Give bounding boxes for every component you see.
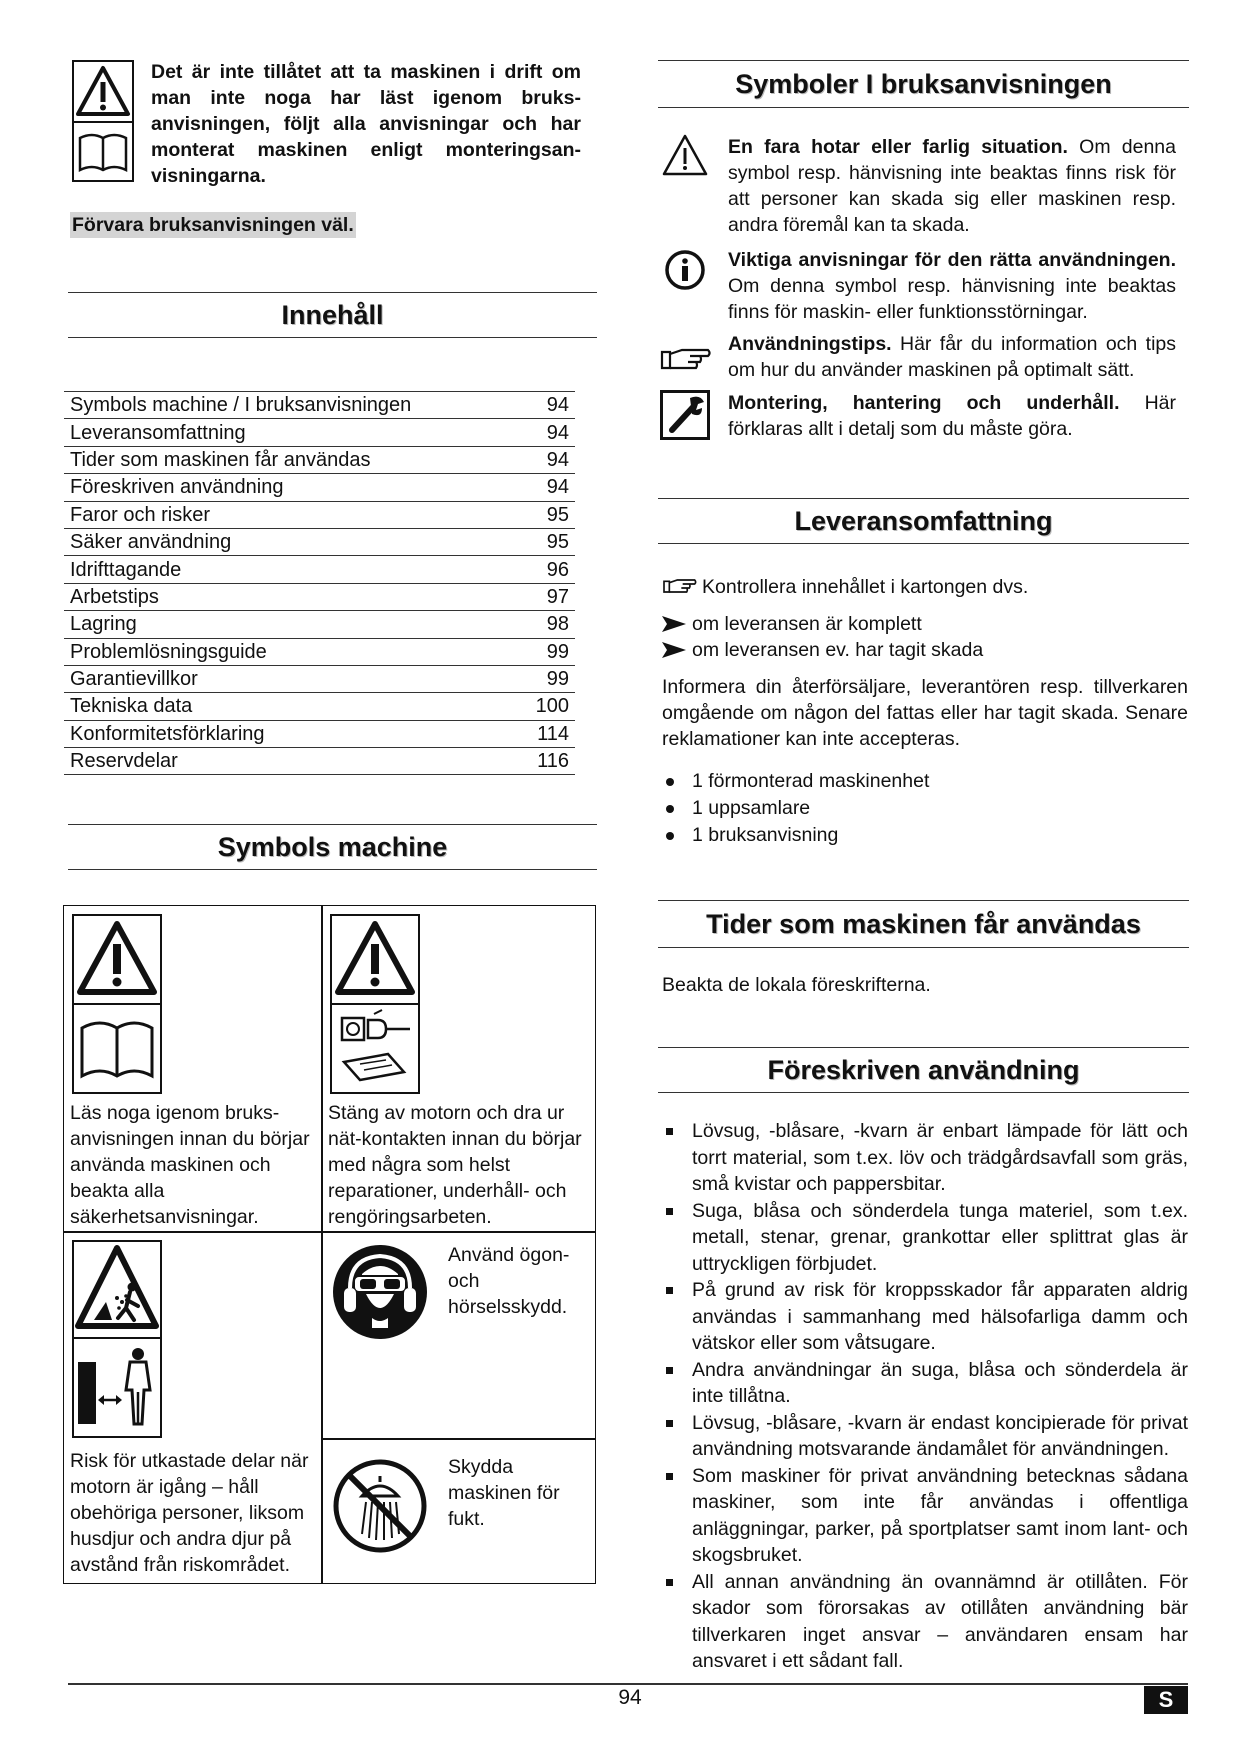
- times-text: Beakta de lokala föreskrifterna.: [662, 974, 931, 996]
- contents-item-page: 95: [517, 501, 575, 528]
- symbols-machine-heading: Symbols machine: [68, 824, 597, 870]
- danger-text: Om denna symbol resp. hänvisning inte beaktas finns risk för att personer kan skada sig eller maskinen resp. andra föremål kan ta skada.: [728, 136, 1177, 236]
- delivery-arrow-2: om leveransen ev. har tagit skada: [692, 639, 984, 661]
- contents-item-page: 94: [517, 446, 575, 473]
- info-text: Om denna symbol resp. hänvisning inte beaktas finns för maskin- eller funktionsstörningar.: [728, 275, 1176, 323]
- contents-item-label: Lagring: [64, 611, 517, 638]
- warning-read-manual-icon: [72, 60, 134, 182]
- contents-row: [64, 501, 575, 528]
- arrow-bullet-icon: [662, 641, 686, 664]
- contents-table: [64, 391, 575, 775]
- contents-item-page: 98: [517, 611, 575, 638]
- contents-item-label: Problemlösningsguide: [64, 638, 517, 665]
- contents-row: [64, 748, 575, 775]
- pointing-hand-small-icon: [662, 576, 698, 601]
- pointing-hand-icon: [660, 344, 712, 379]
- contents-row: [64, 693, 575, 720]
- contents-item-page: 114: [517, 720, 575, 747]
- contents-row: [64, 665, 575, 692]
- no-moisture-icon: [332, 1458, 428, 1559]
- contents-item-label: Arbetstips: [64, 583, 517, 610]
- contents-item-page: 94: [517, 474, 575, 501]
- delivery-check-text: Kontrollera innehållet i kartongen dvs.: [702, 576, 1029, 598]
- bullet-icon: [666, 778, 674, 786]
- list-item: Lövsug, -blåsare, -kvarn är endast koncipierade för privat användning motsvarande ändamålet för användningen.: [660, 1410, 1188, 1463]
- info-bold: Viktiga anvisningar för den rätta användningen.: [728, 249, 1176, 271]
- info-description: [728, 247, 1176, 325]
- danger-bold: En fara hotar eller farlig situation.: [728, 136, 1068, 158]
- list-item-text: 1 bruksanvisning: [692, 824, 839, 846]
- contents-row: [64, 556, 575, 583]
- page-number: 94: [618, 1686, 642, 1709]
- delivery-inform-text: Informera din återförsäljare, leverantören resp. tillverkaren omgående om någon del fattas eller har tagit skada. Senare reklamationer kan inte accepteras.: [662, 676, 1188, 750]
- contents-item-label: Garantievillkor: [64, 665, 517, 692]
- contents-item-page: 94: [517, 419, 575, 446]
- mount-bold: Montering, hantering och underhåll.: [728, 392, 1120, 414]
- mount-description: [728, 390, 1176, 442]
- symbols-machine-table: [63, 905, 596, 1584]
- contents-item-page: 100: [517, 693, 575, 720]
- contents-item-label: Idrifttagande: [64, 556, 517, 583]
- delivery-heading: Leveransomfattning: [658, 498, 1189, 544]
- bullet-icon: [666, 832, 674, 840]
- contents-item-page: 99: [517, 665, 575, 692]
- contents-item-label: Tider som maskinen får användas: [64, 446, 517, 473]
- list-item: Som maskiner för privat användning betecknas sådana maskiner, som inte får användas i offentliga anläggningar, parker, på sportplatser samt inom lant- och skogsbruket.: [660, 1463, 1188, 1569]
- tips-description: [728, 331, 1176, 383]
- language-badge: S: [1144, 1686, 1188, 1714]
- contents-item-page: 95: [517, 528, 575, 555]
- list-item: All annan användning än ovannämnd är otillåten. För skador som förorsakas av otillåten användning bär tillverkaren inget ansvar – användaren ensam har ansvaret i ett sådant fall.: [660, 1569, 1188, 1675]
- delivery-items-list: [662, 768, 1162, 849]
- list-item-text: 1 uppsamlare: [692, 797, 811, 819]
- danger-description: [728, 134, 1176, 238]
- contents-item-label: Reservdelar: [64, 748, 517, 775]
- contents-row: [64, 720, 575, 747]
- warning-book-icon: [72, 914, 162, 1099]
- contents-item-label: Tekniska data: [64, 693, 517, 720]
- contents-row: [64, 638, 575, 665]
- contents-row: [64, 392, 575, 419]
- contents-item-label: Konformitetsförklaring: [64, 720, 517, 747]
- contents-heading: Innehåll: [68, 292, 597, 338]
- contents-item-label: Leveransomfattning: [64, 419, 517, 446]
- warning-unplug-icon: [330, 914, 420, 1099]
- arrow-bullet-icon: [662, 615, 686, 638]
- warning-text: Det är inte tillåtet att ta maskinen i drift om man inte noga har läst igenom bruks-anvisningen, följt alla anvisningar och har monterat maskinen enligt monteringsan-visningarna.: [151, 61, 581, 187]
- contents-item-page: 116: [517, 748, 575, 775]
- contents-item-page: 96: [517, 556, 575, 583]
- list-item: [662, 795, 1162, 822]
- moisture-text: Skydda maskinen för fukt.: [448, 1456, 560, 1530]
- contents-row: [64, 528, 575, 555]
- danger-icon: [662, 134, 708, 181]
- contents-row: [64, 446, 575, 473]
- list-item: Andra användningar än suga, blåsa och sönderdela är inte tillåtna.: [660, 1357, 1188, 1410]
- info-icon: [664, 249, 706, 296]
- times-heading: Tider som maskinen får användas: [658, 900, 1189, 948]
- intended-use-heading: Föreskriven användning: [658, 1047, 1189, 1093]
- list-item: [662, 822, 1162, 849]
- list-item: Suga, blåsa och sönderdela tunga materiel, som t.ex. metall, stenar, grenar, grankottar eller splittrat glas är uttryckligen förbjudet.: [660, 1198, 1188, 1278]
- eye-ear-text: Använd ögon- och hörselsskydd.: [448, 1244, 570, 1318]
- eye-ear-protection-icon: [332, 1244, 428, 1345]
- contents-row: [64, 583, 575, 610]
- list-item: På grund av risk för kroppsskador får apparaten aldrig användas i sammanhang med hälsofarliga damm och vätskor eller som våtsugare.: [660, 1277, 1188, 1357]
- tips-text: Här får du information och tips om hur du använder maskinen på optimalt sätt.: [728, 333, 1177, 381]
- thrown-parts-text: Risk för utkastade delar när motorn är igång – håll obehöriga personer, liksom husdjur och andra djur på avstånd från riskområdet.: [70, 1450, 309, 1576]
- contents-item-label: Symbols machine / I bruksanvisningen: [64, 392, 517, 419]
- list-item: Lövsug, -blåsare, -kvarn är enbart lämpade för lätt och torrt material, som t.ex. löv och trädgårdsavfall som gräs, små kvistar och pappersbitar.: [660, 1118, 1188, 1198]
- intended-use-list: [660, 1118, 1188, 1675]
- contents-item-label: Föreskriven användning: [64, 474, 517, 501]
- contents-row: [64, 474, 575, 501]
- contents-item-page: 97: [517, 583, 575, 610]
- mount-text: Här förklaras allt i detalj som du måste göra.: [728, 392, 1176, 440]
- contents-row: [64, 611, 575, 638]
- read-manual-text: Läs noga igenom bruks-anvisningen innan du börjar använda maskinen och beakta alla säkerhetsanvisningar.: [70, 1102, 310, 1228]
- symbols-manual-heading: Symboler I bruksanvisningen: [658, 60, 1189, 108]
- contents-item-page: 99: [517, 638, 575, 665]
- keep-manual-note: Förvara bruksanvisningen väl.: [72, 214, 354, 236]
- contents-item-page: 94: [517, 392, 575, 419]
- contents-item-label: Faror och risker: [64, 501, 517, 528]
- list-item-text: 1 förmonterad maskinenhet: [692, 770, 930, 792]
- bullet-icon: [666, 805, 674, 813]
- thrown-parts-icon: [72, 1240, 162, 1443]
- contents-item-label: Säker användning: [64, 528, 517, 555]
- wrench-icon: [660, 390, 710, 445]
- contents-row: [64, 419, 575, 446]
- unplug-text: Stäng av motorn och dra ur nät-kontakten innan du börjar med några som helst reparationer, underhåll- och rengöringsarbeten.: [328, 1102, 582, 1228]
- delivery-arrow-1: om leveransen är komplett: [692, 613, 922, 635]
- list-item: [662, 768, 1162, 795]
- tips-bold: Användningstips.: [728, 333, 892, 355]
